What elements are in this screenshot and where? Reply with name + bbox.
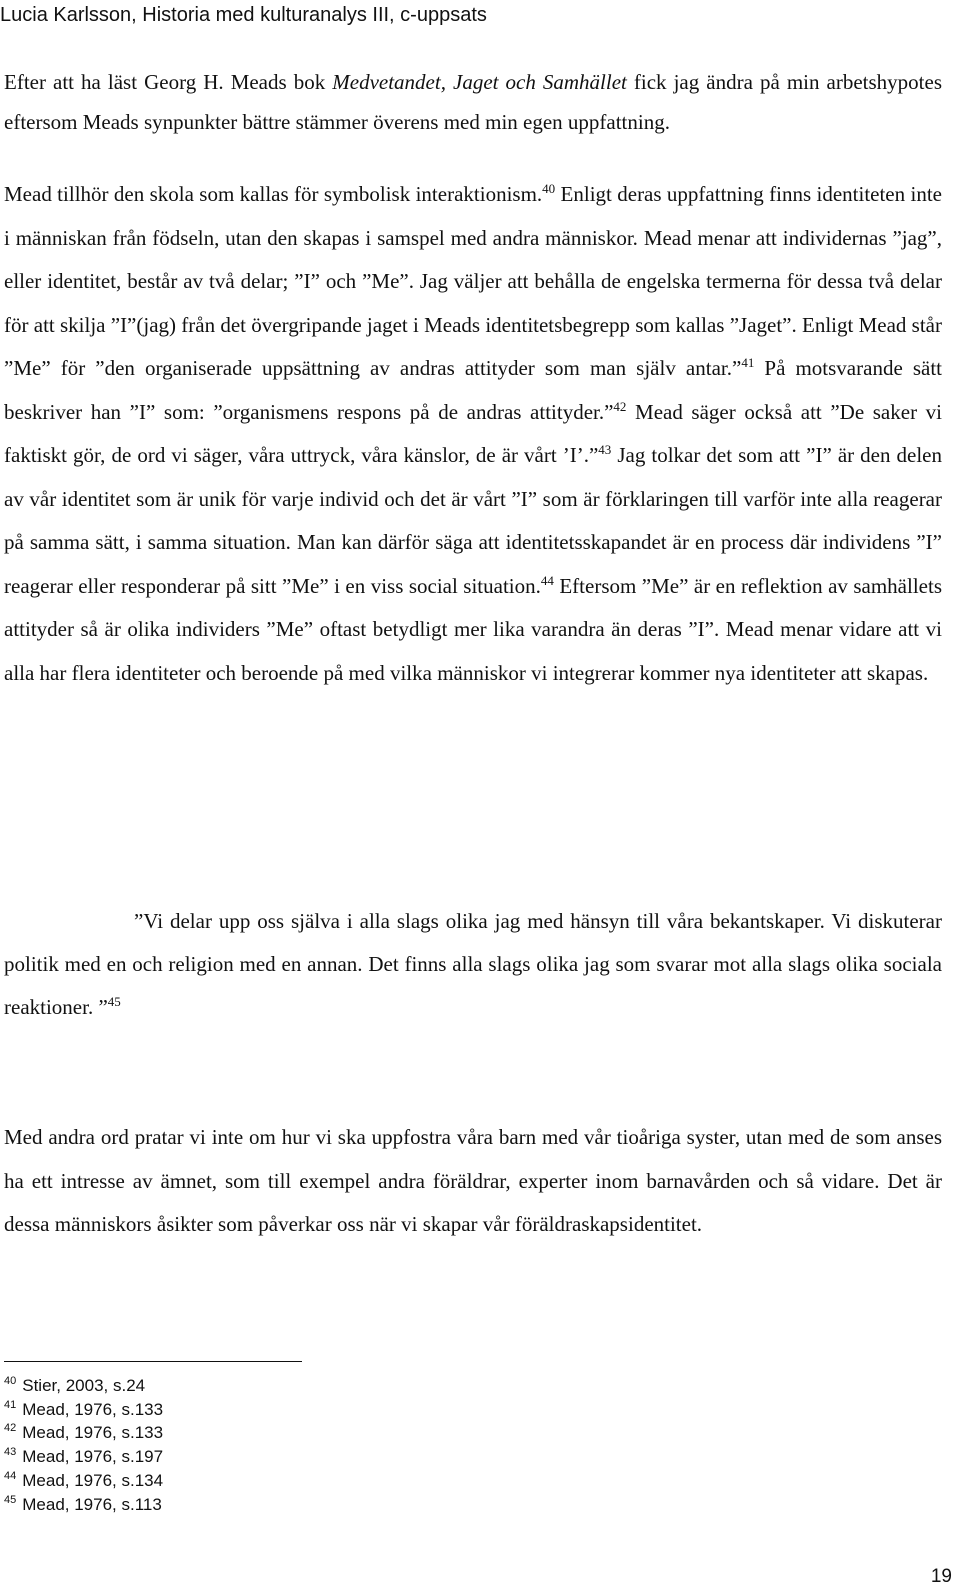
footnote-ref-42[interactable]: 42 — [613, 398, 627, 414]
footnote: $^{45}$ Mead, 1976, s.113 — [4, 1493, 162, 1514]
footnote-ref-43[interactable]: 43 — [598, 442, 612, 457]
footnote-ref-45[interactable]: 45 — [107, 994, 121, 1009]
conclusion-paragraph: Med andra ord pratar vi inte om hur vi ska uppfostra våra barn med vår tioåriga syster, utan med de som anses ha ett intresse av ämnet, som till exempel andra föräldrar, experter inom barnavården och så vidare. Det är dessa människors åsikter som påverkar oss när vi skapar vår föräldraskapsidentitet. — [4, 1125, 942, 1236]
mead-theory-paragraph: Mead tillhör den skola som kallas för symbolisk interaktionism.$^{40}$ Enligt deras uppfattning finns identiteten inte i människan från födseln, utan den skapas i samspel med andra människor. Mead menar att individernas ”jag”, eller identitet, består av två delar; ”I” och ”Me”. Jag väljer att behålla de engelska termerna för dessa två delar för att skilja ”I”(jag) från det övergripande jaget i Meads identitetsbegrepp som kallas ”Jaget”. Enligt Mead står ”Me” för ”den organiserade uppsättning av andras attityder som man själv antar.”$^{41}$ På motsvarande sätt beskriver han ”I” som: ”organismens respons på de andras attityder.”$^{42}$ Mead säger också att ”De saker vi faktiskt gör, de ord vi säger, våra uttryck, våra känslor, de är vårt ’I’.”$^{43}$ Jag tolkar det som att ”I” är den delen av vår identitet som är unik för varje individ och det är vårt ”I” som är förklaringen till varför inte alla reagerar på samma sätt, i samma situation. Man kan därför säga att identitetsskapandet är en process där individens ”I” reagerar eller responderar på sitt ”Me” i en viss social situation.$^{44}$ Eftersom ”Me” är en reflektion av samhällets attityder så är olika individers ”Me” oftast betydligt mer lika varandra än deras ”I”. Mead menar vidare att vi alla har flera identiteter och beroende på med vilka människor vi integrerar kommer nya identiteter att skapas. — [4, 181, 943, 685]
footnote: $^{41}$ Mead, 1976, s.133 — [4, 1398, 164, 1419]
footnote: $^{42}$ Mead, 1976, s.133 — [4, 1422, 164, 1443]
intro-paragraph: Efter att ha läst Georg H. Meads bok Medvetandet, Jaget och Samhället fick jag ändra på min arbetshypotes eftersom Meads synpunkter bättre stämmer överens med min egen uppfattning. — [4, 70, 943, 134]
footnotes — [4, 1374, 163, 1516]
book-title: Medvetandet, Jaget och Samhället — [332, 70, 627, 94]
page-header: Lucia Karlsson, Historia med kulturanalys III, c-uppsats — [0, 4, 487, 26]
footnote-ref-40[interactable]: 40 — [542, 181, 556, 196]
block-quote: ”Vi delar upp oss själva i alla slags olika jag med hänsyn till våra bekantskaper. Vi diskuterar politik med en och religion med en annan. Det finns alla slags olika jag som svarar mot alla slags olika sociala reaktioner. ”$^{45}$ — [4, 909, 942, 1019]
page-number: 19 — [930, 1566, 952, 1587]
footnote: $^{40}$ Stier, 2003, s.24 — [4, 1375, 146, 1395]
footnote-ref-41[interactable]: 41 — [741, 355, 755, 370]
footnote: $^{44}$ Mead, 1976, s.134 — [4, 1469, 164, 1490]
footnote: $^{43}$ Mead, 1976, s.197 — [4, 1446, 164, 1467]
footnote-ref-44[interactable]: 44 — [540, 572, 554, 588]
footnote-separator — [4, 1361, 302, 1362]
